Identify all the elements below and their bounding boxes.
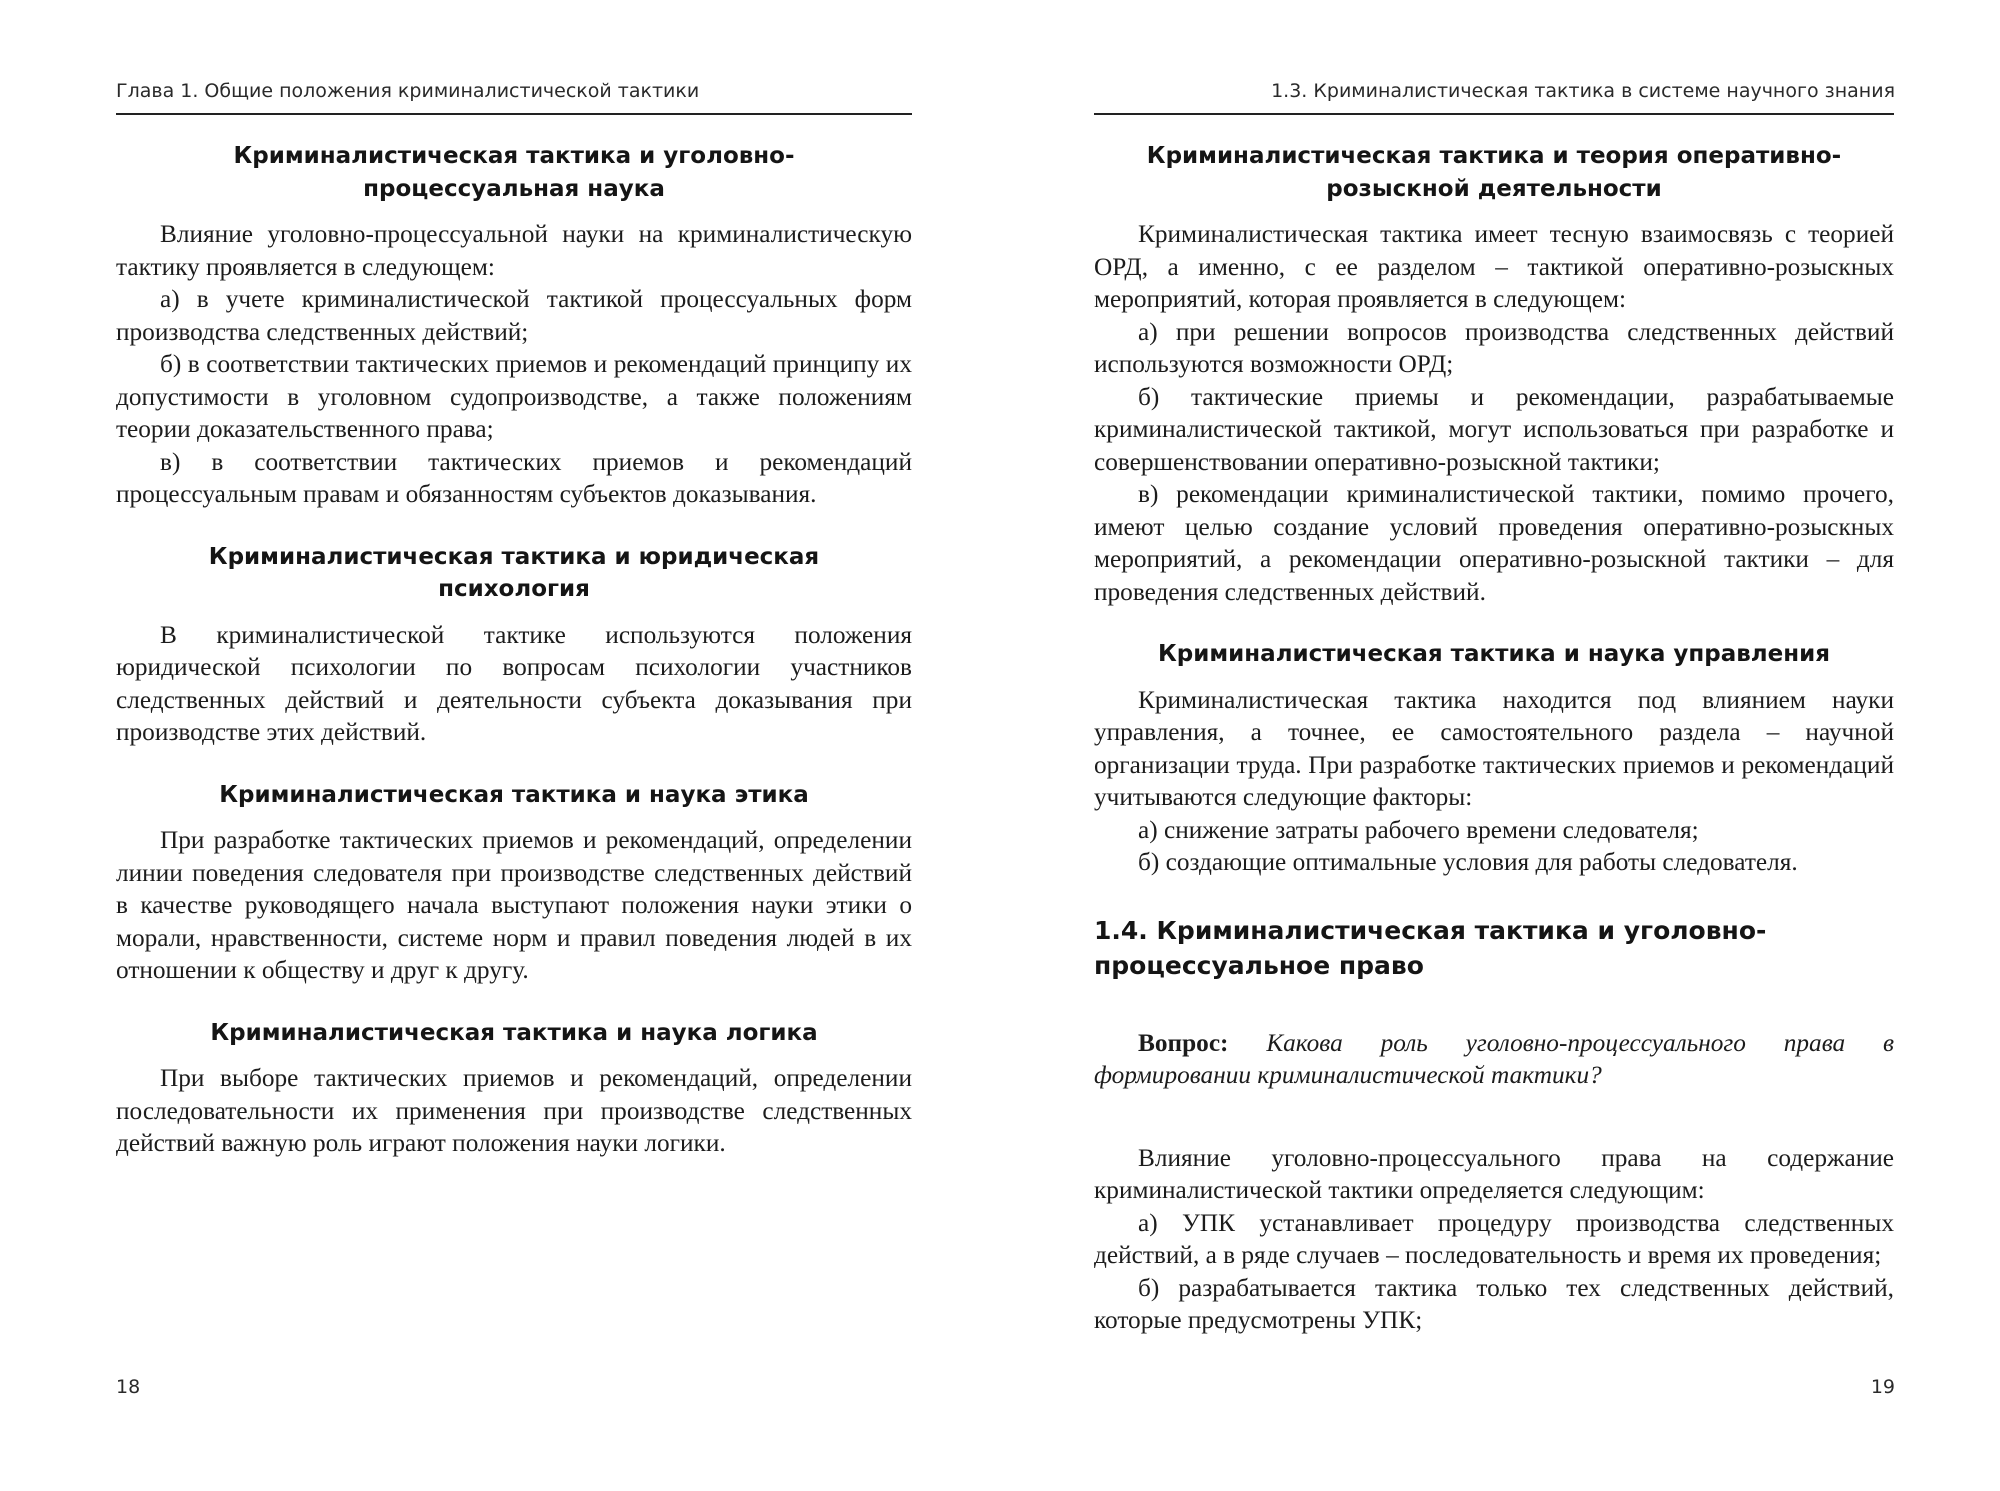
header-rule: [1094, 113, 1894, 115]
section-title: Криминалистическая тактика и уголовно-процессуальная наука: [233, 143, 795, 202]
question-block: [1094, 1027, 1894, 1092]
list-item: б) разрабатывается тактика только тех следственных действий, которые предусмотрены УПК;: [1094, 1273, 1894, 1334]
section-body: В криминалистической тактике используются положения юридической психологии по вопросам психологии участников следственных действий и деятельности субъекта доказывания при производстве этих действий.: [116, 620, 912, 746]
chapter-list: [1094, 1207, 1894, 1337]
list-item: а) снижение затраты рабочего времени следователя;: [1138, 815, 1699, 844]
section-title: Криминалистическая тактика и юридическая психология: [208, 543, 820, 602]
chapter-title-line: 1.4. Криминалистическая тактика и уголовно-: [1094, 915, 1767, 945]
list-item: б) создающие оптимальные условия для работы следователя.: [1138, 848, 1798, 876]
section-intro: Криминалистическая тактика имеет тесную взаимосвязь с теорией ОРД, а именно, с ее разделом – тактикой оперативно-розыскных мероприятий, которая проявляется в следующем:: [1094, 220, 1894, 313]
page-content: [1094, 140, 1894, 1367]
question-label: Вопрос:: [1138, 1028, 1229, 1057]
list-item: б) тактические приемы и рекомендации, разрабатываемые криминалистической тактикой, могут использоваться при разработке и совершенствовании оперативно-розыскной тактики;: [1094, 382, 1894, 476]
section-body: При разработке тактических приемов и рекомендаций, определении линии поведения следователя при производстве следственных действий в качестве руководящего начала выступают положения науки этики о морали, нравственности, системе норм и правил поведения людей в их отношении к обществу и друг к другу.: [116, 826, 912, 984]
section-intro: Влияние уголовно-процессуальной науки на криминалистическую тактику проявляется в следующем:: [116, 220, 912, 281]
list-item: в) в соответствии тактических приемов и рекомендаций процессуальным правам и обязанностям субъектов доказывания.: [116, 447, 912, 508]
page-number: 19: [1870, 1376, 1895, 1398]
section-title: Криминалистическая тактика и теория оперативно-розыскной деятельности: [1146, 143, 1842, 202]
running-header: 1.3. Криминалистическая тактика в системе научного знания: [1271, 80, 1895, 102]
page-number: 18: [116, 1376, 141, 1398]
chapter-intro: Влияние уголовно-процессуального права на содержание криминалистической тактики определяется следующим:: [1094, 1143, 1894, 1204]
header-rule: [116, 113, 912, 115]
right-page: [1000, 0, 2000, 1491]
section-list: [116, 283, 912, 511]
section-title: Криминалистическая тактика и наука логика: [210, 1019, 818, 1046]
section-list: [1094, 316, 1894, 609]
section-list: [1094, 814, 1894, 879]
list-item: б) в соответствии тактических приемов и рекомендаций принципу их допустимости в уголовном судопроизводстве, а также положениям теории доказательственного права;: [116, 350, 912, 443]
section-title: Криминалистическая тактика и наука этика: [219, 781, 809, 808]
chapter-title: [1094, 913, 1894, 983]
section-title: Криминалистическая тактика и наука управления: [1157, 641, 1831, 667]
list-item: а) в учете криминалистической тактикой процессуальных форм производства следственных действий;: [116, 285, 912, 346]
question-text: Какова роль уголовно-процессуального права в формировании криминалистической тактики?: [1094, 1028, 1894, 1089]
list-item: а) УПК устанавливает процедуру производства следственных действий, а в ряде случаев – последовательность и время их проведения;: [1094, 1208, 1894, 1269]
page-content: [116, 140, 912, 1190]
chapter-title-line: процессуальное право: [1094, 950, 1424, 980]
section-intro: Криминалистическая тактика находится под влиянием науки управления, а точнее, ее самостоятельного раздела – научной организации труда. При разработке тактических приемов и рекомендаций учитываются следующие факторы:: [1094, 685, 1894, 811]
section-body: При выборе тактических приемов и рекомендаций, определении последовательности их применения при производстве следственных действий важную роль играют положения науки логики.: [116, 1064, 912, 1157]
list-item: а) при решении вопросов производства следственных действий используются возможности ОРД;: [1094, 317, 1894, 378]
running-header: Глава 1. Общие положения криминалистической тактики: [116, 80, 700, 102]
list-item: в) рекомендации криминалистической тактики, помимо прочего, имеют целью создание условий проведения оперативно-розыскных мероприятий, а рекомендации оперативно-розыскной тактики – для проведения следственных действий.: [1094, 480, 1894, 606]
